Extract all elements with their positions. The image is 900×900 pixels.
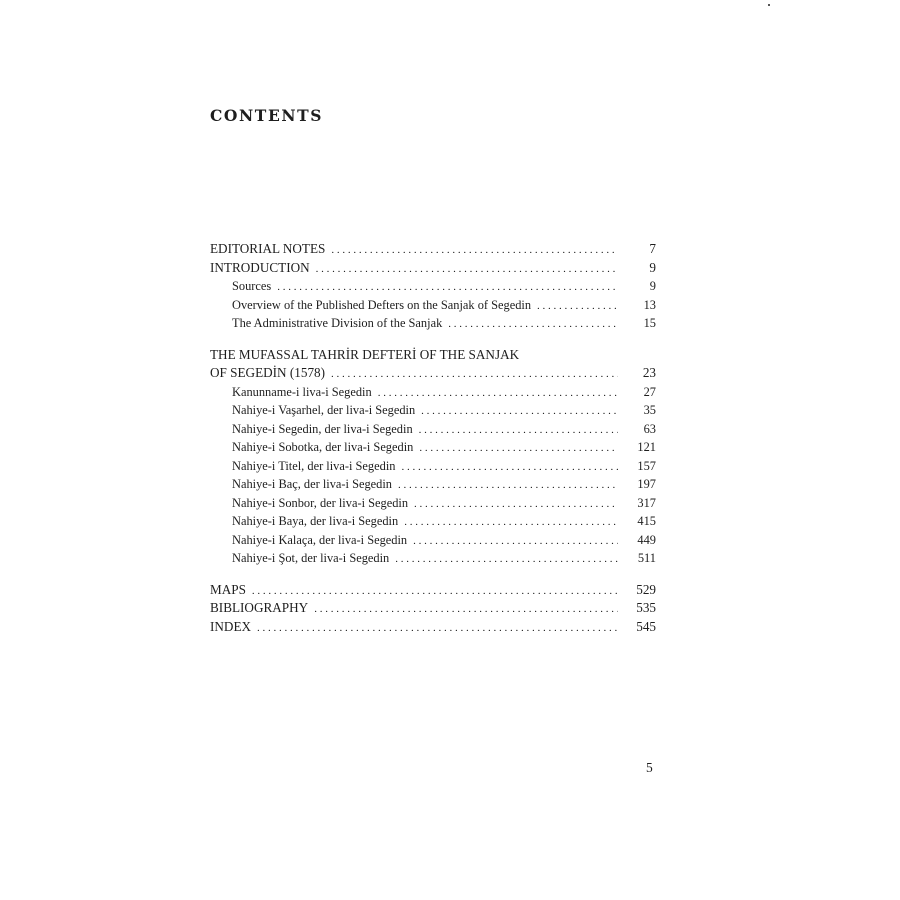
toc-subentry[interactable] [210,383,656,402]
toc-entry-page: 9 [649,279,656,293]
toc-entry-title: Nahiye-i Vaşarhel, der liva-i Segedin [232,403,416,417]
toc-entry[interactable] [210,259,656,278]
leader-dots [314,600,618,619]
toc-entry-page: 13 [643,297,656,312]
toc-entry-title: Nahiye-i Baya, der liva-i Segedin [232,514,399,528]
toc-entry-title: Nahiye-i Sobotka, der liva-i Segedin [232,440,414,454]
toc-entry-page: 27 [643,384,656,399]
contents-heading: CONTENTS [210,106,324,125]
toc-entry-title: The Administrative Division of the Sanjak [232,316,443,330]
toc-subentry[interactable] [210,494,656,513]
toc-entry-title: Nahiye-i Kalaça, der liva-i Segedin [232,532,408,547]
leader-dots [398,476,618,495]
leader-dots [277,278,618,297]
toc-section-back-matter [210,581,656,637]
toc-entry-page: 121 [637,440,656,454]
toc-entry-title: Nahiye-i Baç, der liva-i Segedin [232,477,392,491]
leader-dots [537,297,618,316]
leader-dots [414,495,618,514]
toc-subentry[interactable] [210,401,656,420]
toc-entry-title: Nahiye-i Segedin, der liva-i Segedin [232,421,413,436]
toc-entry-title: MAPS [210,581,246,597]
toc-entry[interactable] [210,581,656,600]
toc-entry[interactable] [210,618,656,637]
toc-entry-page: 9 [649,259,656,275]
toc-entry-title: Nahiye-i Titel, der liva-i Segedin [232,458,396,473]
toc-entry-title: Kanunname-i liva-i Segedin [232,384,372,399]
toc-entry-title: Nahiye-i Şot, der liva-i Segedin [232,551,390,565]
leader-dots [404,513,618,532]
toc-subentry[interactable] [210,531,656,550]
toc-subentry[interactable] [210,457,656,476]
toc-entry-page: 317 [637,495,656,510]
table-of-contents [210,240,656,636]
toc-entry-title: EDITORIAL NOTES [210,241,326,256]
toc-entry-page: 35 [643,403,656,417]
toc-entry-title: INDEX [210,618,252,634]
toc-subentry[interactable] [210,475,656,494]
toc-subentry[interactable] [210,277,656,296]
toc-section-defter [210,346,656,568]
toc-entry[interactable] [210,599,656,618]
toc-entry[interactable] [210,364,656,383]
leader-dots [419,439,618,458]
toc-entry-title: Sources [232,279,272,293]
toc-entry-title: OF SEGEDİN (1578) [210,365,326,380]
toc-entry-page: 535 [636,600,656,615]
toc-subentry[interactable] [210,512,656,531]
toc-entry-title: BIBLIOGRAPHY [210,600,309,615]
leader-dots [401,458,618,477]
leader-dots [331,365,618,384]
toc-subentry[interactable] [210,549,656,568]
toc-entry-page: 23 [642,365,656,380]
leader-dots [421,402,618,421]
toc-entry-page: 157 [637,458,656,473]
leader-dots [395,550,618,569]
toc-subentry[interactable] [210,420,656,439]
toc-subentry[interactable] [210,296,656,315]
toc-entry-page: 545 [636,618,656,634]
toc-entry-page: 511 [637,551,656,565]
toc-entry-page: 449 [637,532,656,547]
toc-section-front-matter [210,240,656,333]
toc-subentry[interactable] [210,438,656,457]
toc-entry-title: Nahiye-i Sonbor, der liva-i Segedin [232,495,409,510]
toc-entry-page: 15 [643,316,656,330]
corner-mark [768,4,770,6]
toc-entry-page: 529 [636,581,656,597]
leader-dots [331,241,618,260]
toc-subentry[interactable] [210,314,656,333]
toc-entry-title: Overview of the Published Defters on the Sanjak of Segedin [232,297,532,312]
toc-entry-page: 63 [643,421,656,436]
leader-dots [378,384,618,403]
toc-entry[interactable] [210,240,656,259]
toc-entry-page: 415 [637,514,656,528]
toc-section-header-line: THE MUFASSAL TAHRİR DEFTERİ OF THE SANJAK [210,346,520,362]
leader-dots [419,421,618,440]
toc-entry-page: 7 [649,241,656,256]
toc-entry-page: 197 [637,477,656,491]
leader-dots [252,582,618,601]
page-number: 5 [646,760,653,775]
toc-entry-title: INTRODUCTION [210,259,310,275]
leader-dots [413,532,618,551]
leader-dots [316,260,618,279]
leader-dots [448,315,618,334]
leader-dots [257,619,618,638]
